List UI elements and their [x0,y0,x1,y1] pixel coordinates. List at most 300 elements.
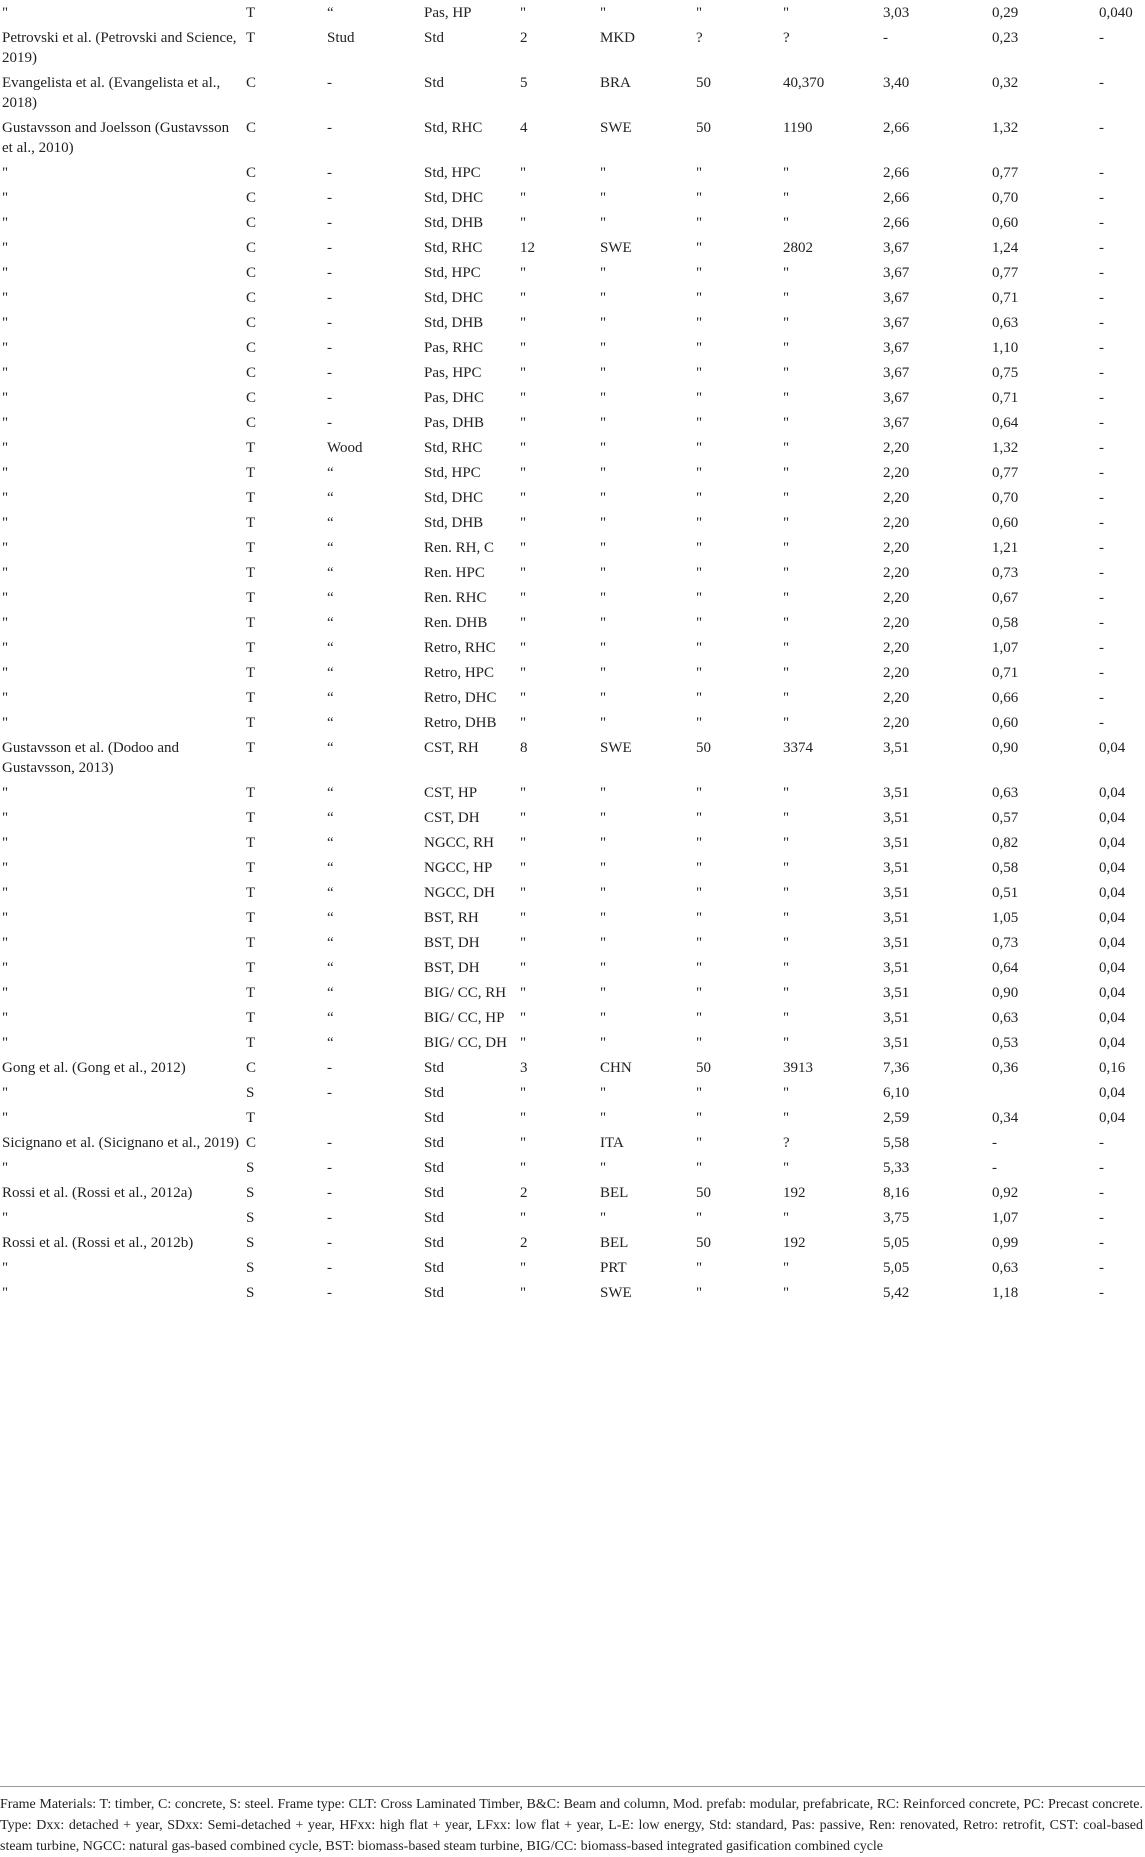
cell-type: Std, HPC [424,265,481,281]
cell-country: " [600,785,607,801]
table-row [0,460,1145,485]
cell-frame-material: T [246,565,256,581]
cell-country: " [600,985,607,1001]
cell-frame-type: “ [327,540,334,556]
cell-frame-material: T [246,540,256,556]
cell-frame-type: “ [327,590,334,606]
table-row [0,1280,1145,1305]
cell-frame-material: S [246,1085,255,1101]
table-row [0,1005,1145,1030]
cell-frame-material: T [246,1010,256,1026]
cell-col-i: 3,67 [883,290,910,306]
cell-floor-area: 3913 [783,1060,813,1076]
cell-lifespan: 50 [696,1060,711,1076]
cell-col-j: 1,32 [992,120,1019,136]
cell-col-i: 3,51 [883,785,910,801]
cell-col-k: - [1099,390,1104,406]
cell-col-i: 3,67 [883,390,910,406]
cell-study: Sicignano et al. (Sicignano et al., 2019) [2,1135,240,1151]
cell-col-i: 3,51 [883,885,910,901]
cell-type: Std, DHC [424,190,484,206]
cell-floor-area: " [783,215,790,231]
cell-type: Std, DHB [424,315,484,331]
cell-col-k: - [1099,715,1104,731]
cell-type: Retro, HPC [424,665,495,681]
cell-floor-area: " [783,640,790,656]
cell-storeys: " [520,1260,527,1276]
table-row [0,185,1145,210]
cell-country: " [600,190,607,206]
cell-type: CST, RH [424,740,479,756]
cell-lifespan: " [696,960,703,976]
cell-col-k: - [1099,1135,1104,1151]
cell-frame-type: Wood [327,440,363,456]
cell-col-i: 2,20 [883,715,910,731]
cell-storeys: " [520,590,527,606]
cell-frame-material: C [246,415,257,431]
cell-col-j: 0,71 [992,390,1019,406]
cell-floor-area: 3374 [783,740,813,756]
cell-lifespan: " [696,1260,703,1276]
cell-study: " [2,240,9,256]
cell-frame-type: - [327,240,332,256]
cell-lifespan: " [696,885,703,901]
cell-frame-type: - [327,215,332,231]
cell-frame-type [325,1105,422,1130]
cell-study: " [2,615,9,631]
cell-frame-material: C [246,215,257,231]
cell-frame-type: “ [327,910,334,926]
cell-type: Ren. DHB [424,615,488,631]
cell-type: CST, HP [424,785,478,801]
cell-country: " [600,665,607,681]
cell-col-i: 2,66 [883,215,910,231]
table-row [0,485,1145,510]
cell-col-k: - [1099,215,1104,231]
cell-floor-area: " [783,935,790,951]
cell-col-j: 0,70 [992,190,1019,206]
cell-country: MKD [600,30,636,46]
cell-country: " [600,640,607,656]
cell-country: " [600,1160,607,1176]
cell-col-k: 0,04 [1099,960,1126,976]
cell-col-k: - [1099,1285,1104,1301]
cell-country: " [600,910,607,926]
cell-lifespan: 50 [696,75,711,91]
cell-frame-type: - [327,415,332,431]
cell-col-k: 0,04 [1099,810,1126,826]
cell-col-i: 2,20 [883,565,910,581]
cell-frame-type: - [327,165,332,181]
cell-col-i: 3,40 [883,75,910,91]
cell-frame-type: “ [327,490,334,506]
cell-type: Pas, HP [424,5,472,21]
cell-floor-area: " [783,440,790,456]
cell-col-i: 3,03 [883,5,910,21]
cell-type: Retro, RHC [424,640,496,656]
cell-frame-material: C [246,1060,257,1076]
cell-frame-type: - [327,190,332,206]
cell-frame-type: - [327,1210,332,1226]
cell-col-i: 5,42 [883,1285,910,1301]
cell-col-k: 0,04 [1099,935,1126,951]
cell-frame-material: S [246,1285,255,1301]
cell-frame-type: “ [327,715,334,731]
cell-lifespan: " [696,390,703,406]
cell-floor-area: ? [783,1135,790,1151]
cell-country: BRA [600,75,631,91]
cell-floor-area: " [783,1160,790,1176]
cell-study: " [2,290,9,306]
cell-storeys: 2 [520,30,528,46]
cell-storeys: 2 [520,1235,528,1251]
cell-storeys: 8 [520,740,528,756]
cell-study: " [2,1210,9,1226]
cell-study: " [2,1260,9,1276]
cell-lifespan: " [696,985,703,1001]
cell-col-j: 1,05 [992,910,1019,926]
cell-col-i: 3,51 [883,935,910,951]
cell-col-k: - [1099,1210,1104,1226]
cell-study: " [2,540,9,556]
cell-col-j: 1,10 [992,340,1019,356]
cell-study: Gong et al. (Gong et al., 2012) [2,1060,186,1076]
cell-col-j: 0,70 [992,490,1019,506]
cell-col-i: 3,67 [883,365,910,381]
cell-frame-material: C [246,340,257,356]
cell-floor-area: " [783,1260,790,1276]
cell-col-j: 0,77 [992,465,1019,481]
cell-study: " [2,1085,9,1101]
cell-col-j: - [992,1135,997,1151]
cell-study: Petrovski et al. (Petrovski and Science, 2019) [2,30,237,66]
cell-col-k: 0,16 [1099,1060,1126,1076]
cell-country: " [600,465,607,481]
cell-study: " [2,515,9,531]
cell-study: " [2,665,9,681]
cell-country: " [600,1010,607,1026]
cell-country: " [600,390,607,406]
cell-study: " [2,490,9,506]
cell-col-i: 5,05 [883,1235,910,1251]
cell-frame-material: T [246,960,256,976]
cell-lifespan: " [696,935,703,951]
cell-storeys: " [520,440,527,456]
cell-col-i: 2,20 [883,615,910,631]
cell-floor-area: " [783,1010,790,1026]
cell-type: Pas, RHC [424,340,484,356]
cell-study: Evangelista et al. (Evangelista et al., 2018) [2,75,221,111]
cell-col-k: - [1099,465,1104,481]
cell-storeys: 5 [520,75,528,91]
cell-country: " [600,1110,607,1126]
table-row [0,735,1145,780]
cell-col-k: - [1099,640,1104,656]
table-row [0,1080,1145,1105]
cell-col-i: 5,05 [883,1260,910,1276]
table-row [0,980,1145,1005]
cell-frame-type: - [327,1135,332,1151]
cell-country: " [600,810,607,826]
cell-country: " [600,540,607,556]
cell-col-i: 3,51 [883,910,910,926]
cell-lifespan: " [696,1110,703,1126]
cell-col-j: 0,63 [992,785,1019,801]
cell-floor-area: " [783,1285,790,1301]
cell-lifespan: ? [696,30,703,46]
cell-study: " [2,165,9,181]
cell-floor-area: " [783,415,790,431]
cell-col-i: 6,10 [883,1085,910,1101]
cell-floor-area: " [783,910,790,926]
cell-col-i: 3,67 [883,415,910,431]
table-row [0,160,1145,185]
cell-storeys: " [520,1285,527,1301]
cell-type: Std [424,1110,445,1126]
cell-col-j: - [992,1160,997,1176]
table-row [0,1105,1145,1130]
cell-frame-material: T [246,1110,256,1126]
table-row [0,685,1145,710]
table-row [0,855,1145,880]
cell-lifespan: " [696,165,703,181]
cell-storeys: " [520,885,527,901]
cell-lifespan: " [696,1135,703,1151]
cell-frame-type: - [327,1285,332,1301]
cell-floor-area: " [783,960,790,976]
cell-frame-material: T [246,665,256,681]
cell-lifespan: " [696,785,703,801]
cell-frame-type: “ [327,515,334,531]
cell-country: CHN [600,1060,632,1076]
cell-floor-area: " [783,985,790,1001]
table-row [0,805,1145,830]
cell-frame-material: T [246,860,256,876]
table-row [0,1130,1145,1155]
cell-col-j: 0,63 [992,1010,1019,1026]
cell-study: " [2,935,9,951]
cell-col-j: 0,58 [992,860,1019,876]
cell-frame-material: T [246,985,256,1001]
cell-col-k: - [1099,290,1104,306]
cell-storeys: " [520,490,527,506]
cell-frame-material: C [246,315,257,331]
cell-col-j: 0,77 [992,165,1019,181]
table-row [0,210,1145,235]
table-row [0,335,1145,360]
cell-country: PRT [600,1260,627,1276]
cell-col-i: 3,75 [883,1210,910,1226]
cell-col-j: 0,53 [992,1035,1019,1051]
cell-lifespan: " [696,690,703,706]
cell-col-j: 0,73 [992,935,1019,951]
cell-col-i: 7,36 [883,1060,910,1076]
cell-storeys: " [520,165,527,181]
cell-col-i: 2,20 [883,590,910,606]
cell-floor-area: 1190 [783,120,813,136]
cell-frame-type: - [327,120,332,136]
table-row [0,780,1145,805]
cell-floor-area: " [783,515,790,531]
cell-study: " [2,5,9,21]
cell-type: BIG/ CC, DH [424,1035,507,1051]
cell-storeys: " [520,785,527,801]
cell-col-k: - [1099,120,1104,136]
cell-col-k: 0,04 [1099,785,1126,801]
cell-col-k: - [1099,565,1104,581]
cell-col-k: - [1099,1185,1104,1201]
cell-col-j: 1,21 [992,540,1019,556]
cell-frame-material: T [246,785,256,801]
cell-frame-type: “ [327,615,334,631]
cell-type: Std, DHC [424,490,484,506]
cell-floor-area: 40,370 [783,75,825,91]
cell-study: " [2,715,9,731]
cell-study: " [2,960,9,976]
cell-storeys: " [520,960,527,976]
cell-floor-area: 192 [783,1185,806,1201]
cell-study: " [2,1010,9,1026]
cell-lifespan: " [696,1160,703,1176]
cell-lifespan: " [696,565,703,581]
cell-floor-area: " [783,810,790,826]
table-row [0,1255,1145,1280]
cell-frame-material: T [246,690,256,706]
cell-col-j: 0,90 [992,740,1019,756]
cell-col-i: 2,66 [883,190,910,206]
cell-type: NGCC, HP [424,860,493,876]
cell-storeys: " [520,860,527,876]
cell-study: Gustavsson and Joelsson (Gustavsson et al., 2010) [2,120,230,156]
cell-storeys: " [520,810,527,826]
cell-floor-area: ? [783,30,790,46]
cell-floor-area: 192 [783,1235,806,1251]
cell-col-k: - [1099,30,1104,46]
table-row [0,585,1145,610]
cell-col-k: - [1099,240,1104,256]
cell-floor-area: " [783,265,790,281]
cell-lifespan: " [696,810,703,826]
cell-lifespan: " [696,1010,703,1026]
cell-col-k: 0,04 [1099,1085,1126,1101]
table-row [0,310,1145,335]
cell-country: " [600,265,607,281]
cell-floor-area: " [783,290,790,306]
cell-col-i: 2,20 [883,440,910,456]
cell-frame-material: T [246,885,256,901]
cell-frame-material: T [246,5,256,21]
cell-type: Std [424,1210,445,1226]
cell-study: " [2,1285,9,1301]
cell-study: " [2,1035,9,1051]
cell-country: " [600,960,607,976]
cell-lifespan: " [696,835,703,851]
cell-col-j: 0,64 [992,960,1019,976]
cell-type: Pas, DHB [424,415,485,431]
cell-frame-material: T [246,440,256,456]
cell-col-j: 0,92 [992,1185,1019,1201]
cell-type: Retro, DHC [424,690,497,706]
cell-type: Std [424,1285,445,1301]
table-bottom-rule [0,1786,1145,1787]
table-row [0,1030,1145,1055]
cell-floor-area: " [783,190,790,206]
table-row [0,560,1145,585]
cell-type: Std, DHC [424,290,484,306]
cell-storeys: 3 [520,1060,528,1076]
cell-frame-type: “ [327,690,334,706]
cell-floor-area: " [783,715,790,731]
cell-col-j: 0,64 [992,415,1019,431]
cell-study: " [2,315,9,331]
cell-storeys: " [520,565,527,581]
cell-study: " [2,590,9,606]
cell-col-k: - [1099,190,1104,206]
cell-col-i: 2,20 [883,640,910,656]
cell-lifespan: " [696,490,703,506]
cell-storeys: " [520,640,527,656]
cell-frame-type: - [327,265,332,281]
cell-col-k: - [1099,365,1104,381]
cell-col-j: 1,07 [992,640,1019,656]
cell-frame-material: T [246,515,256,531]
cell-frame-material: T [246,740,256,756]
cell-storeys: " [520,835,527,851]
cell-country: " [600,935,607,951]
cell-frame-type: “ [327,860,334,876]
cell-lifespan: " [696,365,703,381]
cell-storeys: " [520,985,527,1001]
cell-country: " [600,215,607,231]
cell-lifespan: " [696,465,703,481]
cell-lifespan: " [696,215,703,231]
cell-country: " [600,365,607,381]
cell-col-k: 0,04 [1099,985,1126,1001]
cell-frame-material: S [246,1235,255,1251]
cell-floor-area: " [783,465,790,481]
table-row [0,0,1145,25]
cell-frame-material: T [246,30,256,46]
cell-col-i: 2,20 [883,665,910,681]
cell-storeys: 12 [520,240,535,256]
cell-study: " [2,860,9,876]
cell-country: SWE [600,240,632,256]
cell-col-j: 1,32 [992,440,1019,456]
cell-storeys: " [520,190,527,206]
cell-storeys: " [520,515,527,531]
table-row [0,235,1145,260]
cell-country: " [600,515,607,531]
table-row [0,1230,1145,1255]
cell-col-k: - [1099,440,1104,456]
cell-floor-area: " [783,885,790,901]
table-row [0,955,1145,980]
cell-col-k: - [1099,540,1104,556]
cell-frame-material: T [246,590,256,606]
cell-storeys: " [520,1210,527,1226]
cell-type: Std, RHC [424,120,483,136]
cell-col-j: 0,82 [992,835,1019,851]
cell-type: NGCC, RH [424,835,495,851]
cell-col-k: - [1099,415,1104,431]
cell-floor-area: " [783,390,790,406]
cell-col-k: - [1099,615,1104,631]
cell-col-j: 0,23 [992,30,1019,46]
cell-col-i: 2,20 [883,490,910,506]
cell-type: BST, DH [424,960,480,976]
cell-floor-area: " [783,590,790,606]
cell-frame-type: - [327,75,332,91]
